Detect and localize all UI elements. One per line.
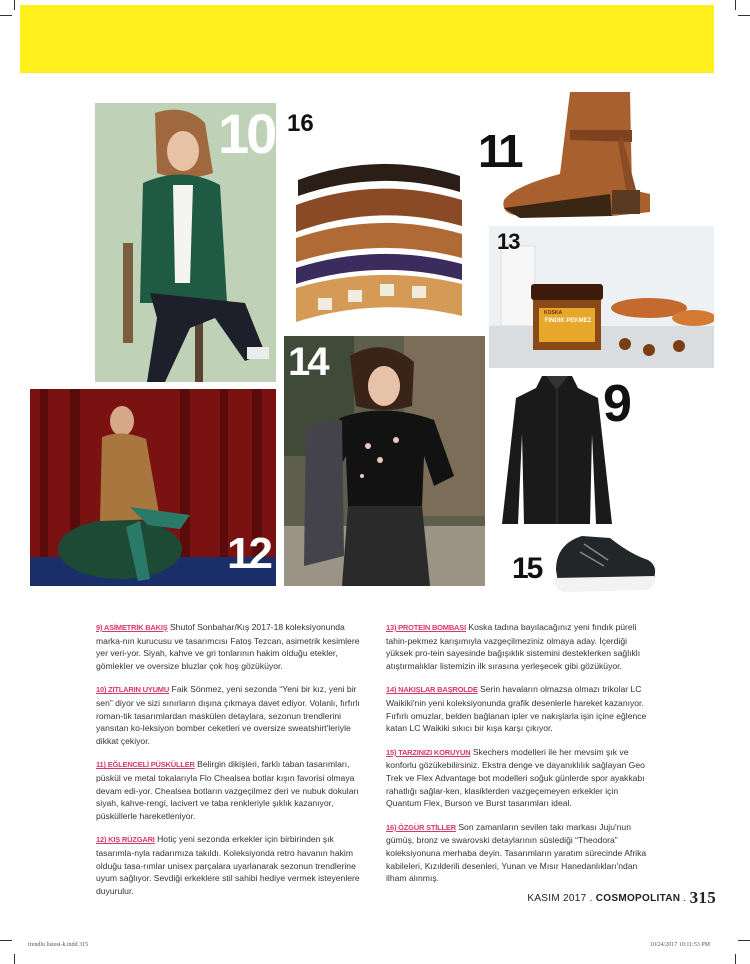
footer-separator: . (589, 893, 593, 904)
article-heading: 11) EĞLENCELİ PÜSKÜLLER (96, 760, 195, 770)
boot-illustration (500, 90, 660, 220)
crop-mark (14, 954, 15, 964)
article-body: Hotiç yeni sezonda erkekler için birbirinden şık tasarımla-nyla radarımıza takıldı. Koleksiyonda retro havanın hakim olduğu tasa-rımlar unisex parçalara uyarlanarak sezonun trendlerine uyum sağlıyor. Sevdiği erkeklere stil sahibi hediye vermek isteyenlere duyurulur. (96, 834, 360, 896)
product-number-11: 11 (478, 125, 521, 177)
article-body: Shutof Sonbahar/Kış 2017-18 koleksiyonunda marka-nın kurucusu ve tasarımcısı Fatoş Tezcan, asimetrik kesimlere yer veri-yor. Siyah, kahve ve gri tonlarının hakim olduğu etekler, gömlekler ve oversize bluzlar çok hoş gözüküyor. (96, 622, 360, 671)
issue-month: KASIM 2017 (527, 893, 587, 904)
crop-mark (738, 940, 750, 941)
article-heading: 15) TARZINIZI KORUYUN (386, 747, 471, 757)
article-body: Koska tadına bayılacağınız yeni fındık püreli tahin-pekmez karışımıyla vazgeçilmeziniz olmaya aday. İçerdiği yüksek pro-tein sayesinde bağışıklık sistemini desteklerken sağlıklı atıştırmalıklar listemizin ilk sırasına yerleşecek gibi gözüküyor. (386, 622, 641, 671)
article-12 (96, 833, 372, 897)
article-body: Faik Sönmez, yeni sezonda “Yeni bir kız, yeni bir sen” diyor ve sizi sınırların dışına çıkmaya davet ediyor. Volanlı, fırfırlı roman-tik tasarımlardan maskülen detaylara, sezonun trendlerini yansıtan ko-leksiyon bomber ceketleri ve oversize sweatshirt'leriyle dikkat çekiyor. (96, 684, 360, 746)
article-11 (96, 758, 372, 822)
black-shirt-illustration (500, 374, 615, 530)
article-heading: 13) PROTEİN BOMBASI (386, 623, 466, 632)
page-number: 315 (689, 888, 716, 907)
crop-mark (738, 15, 750, 16)
bracelets-illustration (288, 150, 470, 330)
crop-mark (735, 0, 736, 10)
product-photo-13 (489, 226, 714, 368)
crop-mark (0, 940, 12, 941)
article-15 (386, 746, 654, 810)
print-slug-left: trendlu listesi-k.indd 315 (28, 942, 89, 948)
print-slug-right: 10/24/2017 10:11:53 PM (649, 942, 710, 948)
page-footer (527, 888, 716, 908)
crop-mark (735, 954, 736, 964)
product-photo-11 (500, 90, 660, 220)
article-13 (386, 621, 654, 672)
crop-mark (14, 0, 15, 10)
article-heading: 14) NAKIŞLAR BAŞROLDE (386, 685, 478, 695)
sneaker-illustration (550, 530, 658, 596)
product-number-14: 14 (288, 340, 327, 384)
jar-label-name: FINDIK PEKMEZ (544, 318, 592, 324)
article-14 (386, 683, 654, 734)
product-photo-9 (500, 374, 615, 530)
jar-label-brand: KOSKA (544, 310, 563, 316)
article-heading: 16) ÖZGÜR STİLLER (386, 822, 456, 832)
article-heading: 9) ASİMETRİK BAKIŞ (96, 623, 168, 632)
right-text-column (386, 621, 654, 896)
article-body: Belirgin dikişleri, farklı taban tasarımları, püskül ve metal tokalarıyla Flo Chealsea botlar kışın favorisi olmaya devam edi-yor. Chealsea botların vazgeçilmez deri ve nubuk dokuları siyah, kahve-rengi, lacivert ve taba renkleriyle şıklık kazanıyor, püsküllerle hareketleniyor. (96, 759, 359, 821)
jar-scene-illustration (489, 226, 714, 368)
product-photo-16 (288, 150, 470, 330)
crop-mark (0, 15, 12, 16)
product-number-9: 9 (603, 375, 632, 433)
header-color-band (20, 5, 714, 73)
product-number-13: 13 (497, 229, 520, 254)
article-16 (386, 821, 654, 885)
article-9 (96, 621, 372, 672)
article-heading: 12) KIŞ RÜZGARI (96, 835, 155, 845)
product-number-15: 15 (512, 552, 542, 585)
product-number-10: 10 (218, 102, 275, 165)
product-photo-15 (550, 530, 658, 596)
article-body: Son zamanların sevilen takı markası Juju'nun gümüş, bronz ve swarovski detaylarının süslediği “Theodora” koleksiyonuna merhaba deyin. Tasarımların yaratım sürecinde Afrika kabileleri, Kızılderili desenleri, Yunan ve Mısır Hanedanlıkları'ndan ilham alınmış. (386, 821, 647, 884)
product-number-16: 16 (287, 110, 314, 137)
left-text-column (96, 621, 372, 908)
article-body: Serin havaların olmazsa olmazı trikolar LC Waikiki'nin yeni koleksiyonunda grafik desenlerle hareket kazanıyor. Fırfırlı omuzlar, belden bağlanan ipler ve nakışlarla işin içine eğlence katan LC Waikiki sıkıcı bir kışa karşı çıkıyor. (386, 684, 647, 734)
article-10 (96, 683, 372, 747)
article-heading: 10) ZITLARIN UYUMU (96, 685, 170, 695)
article-body: Skechers modelleri ile her mevsim şık ve konforlu gözükebilirsiniz. Ekstra denge ve dayanıklılık sağlayan Geo Trek ve Flex Advantage bot modelleri soğuk günlerde spor ayakkabı rahatlığı sağlar-ken, klasiklerden vazgeçemeyen erkekler için Quantum Flex, Burson ve Burst tasarımları ideal. (386, 746, 645, 809)
product-number-12: 12 (227, 529, 270, 578)
magazine-brand: COSMOPOLITAN (595, 893, 681, 904)
footer-separator-2: . (683, 893, 687, 904)
